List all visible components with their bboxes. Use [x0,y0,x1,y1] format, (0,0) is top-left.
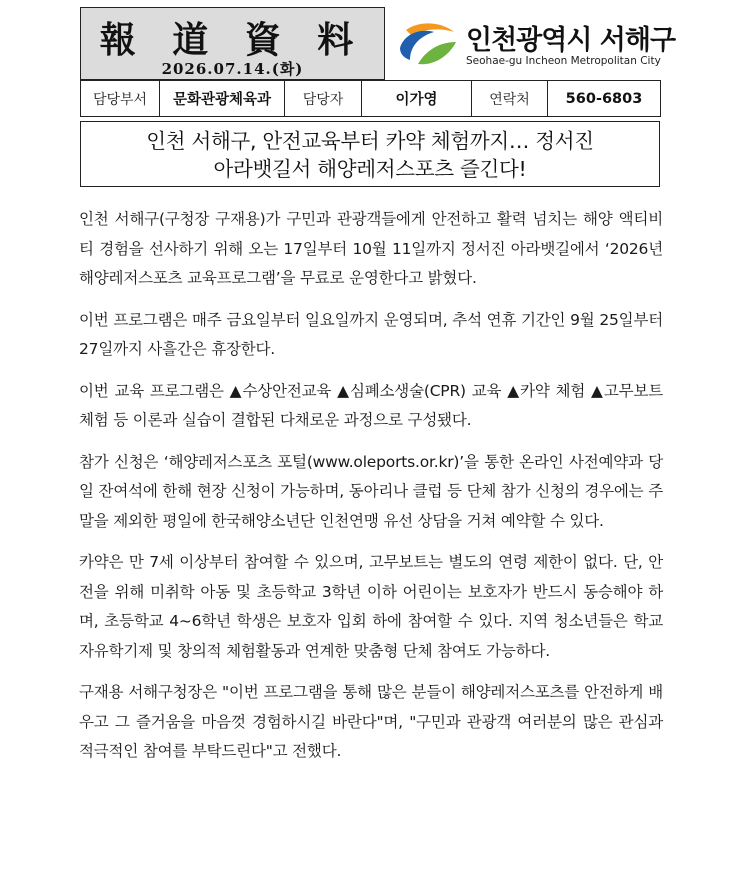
logo-name-korean: 인천광역시 서해구 [466,25,676,56]
headline-line-1: 인천 서해구, 안전교육부터 카약 체험까지… 정서진 [146,129,594,153]
district-logo [398,12,676,78]
press-release-title-box [80,7,385,80]
body-paragraph: 인천 서해구(구청장 구재용)가 구민과 관광객들에게 안전하고 활력 넘치는 해양 액티비티 경험을 선사하기 위해 오는 17일부터 10월 11일까지 정서진 아라뱃길에서 ‘2026년 해양레저스포츠 교육프로그램’을 무료로 운영한다고 밝혔다. [79,210,663,287]
person-value: 이가영 [362,81,472,117]
release-date: 2026.07.14.(화) [161,60,304,78]
phone-label: 연락처 [472,81,548,117]
body-paragraph: 이번 교육 프로그램은 ▲수상안전교육 ▲심폐소생술(CPR) 교육 ▲카약 체험 ▲고무보트 체험 등 이론과 실습이 결합된 다채로운 과정으로 구성됐다. [79,381,663,429]
dept-value: 문화관광체육과 [160,81,285,117]
district-emblem-icon [398,20,460,70]
phone-value: 560-6803 [548,81,661,117]
logo-name-english: Seohae-gu Incheon Metropolitan City [466,55,661,67]
headline-box [80,121,660,187]
contact-info-table [80,80,661,117]
dept-label: 담당부서 [81,81,160,117]
headline-line-2: 아라뱃길서 해양레저스포츠 즐긴다! [213,157,527,181]
body-paragraph: 구재용 서해구청장은 "이번 프로그램을 통해 많은 분들이 해양레저스포츠를 안전하게 배우고 그 즐거움을 마음껏 경험하시길 바란다"며, "구민과 관광객 여러분의 많은 관심과 적극적인 참여를 부탁드린다"고 전했다. [79,683,663,760]
article-body [79,205,663,779]
document-title: 報 道 資 料 [99,19,366,61]
body-paragraph: 참가 신청은 ‘해양레저스포츠 포털(www.oleports.or.kr)’을 통한 온라인 사전예약과 당일 잔여석에 한해 현장 신청이 가능하며, 동아리나 클럽 등 단체 참가 신청의 경우에는 주말을 제외한 평일에 한국해양소년단 인천연맹 유선 상담을 거쳐 예약할 수 있다. [79,452,663,530]
body-paragraph: 이번 프로그램은 매주 금요일부터 일요일까지 운영되며, 추석 연휴 기간인 9월 25일부터 27일까지 사흘간은 휴장한다. [79,310,663,358]
person-label: 담당자 [285,81,362,117]
body-paragraph: 카약은 만 7세 이상부터 참여할 수 있으며, 고무보트는 별도의 연령 제한이 없다. 단, 안전을 위해 미취학 아동 및 초등학교 3학년 이하 어린이는 보호자가 반드시 동승해야 하며, 초등학교 4~6학년 학생은 보호자 입회 하에 참여할 수 있다. 지역 청소년들은 학교 자유학기제 및 창의적 체험활동과 연계한 맞춤형 단체 참여도 가능하다. [79,553,663,660]
